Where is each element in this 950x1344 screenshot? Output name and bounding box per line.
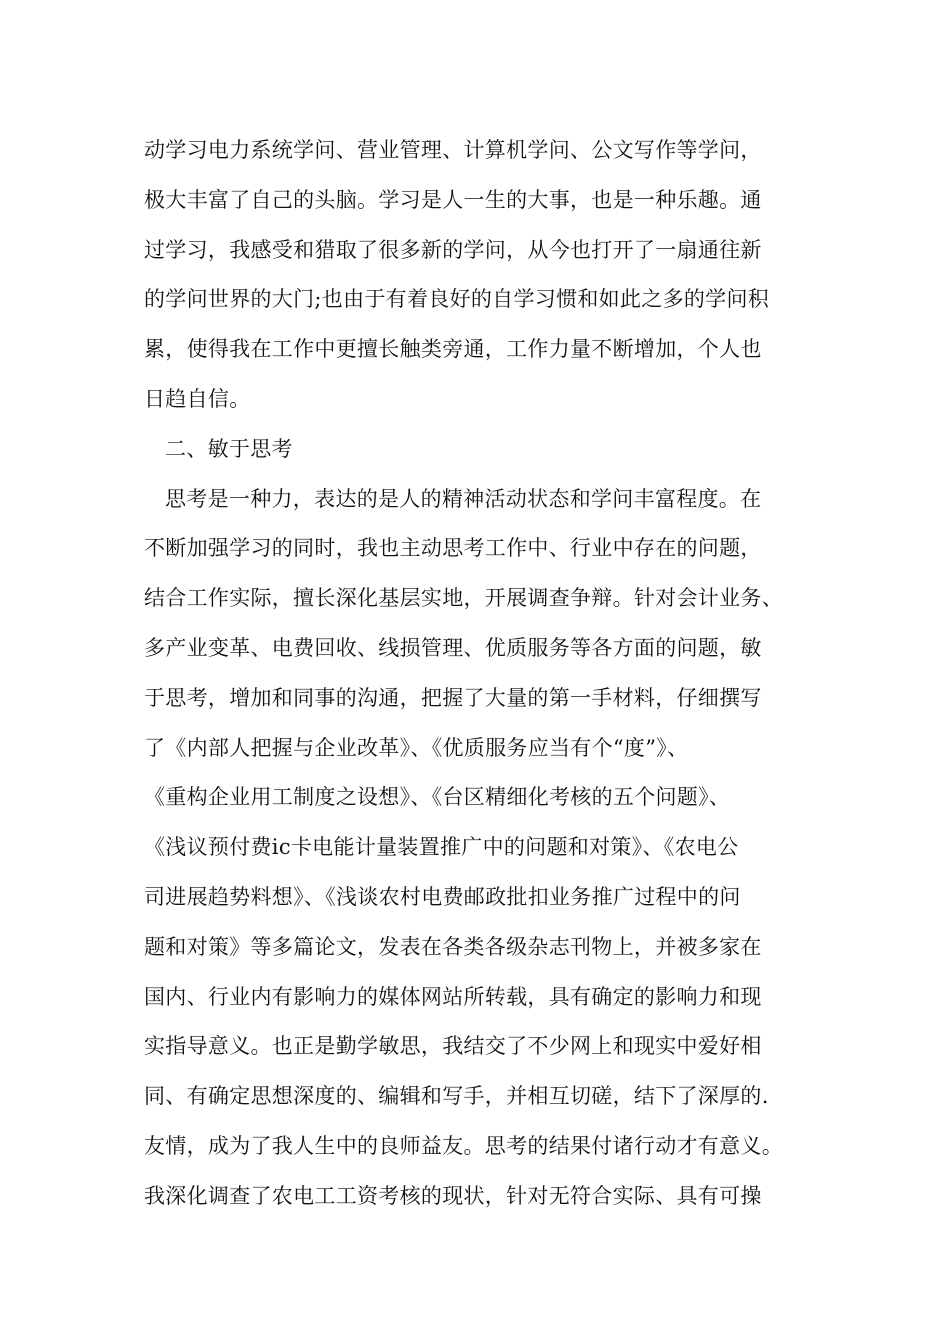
text-line: 多产业变革、电费回收、线损管理、优质服务等各方面的问题，敏 <box>144 635 762 660</box>
paragraph-first-line: 思考是一种力，表达的是人的精神活动状态和学问丰富程度。在 <box>165 486 762 511</box>
text-line: 结合工作实际，擅长深化基层实地，开展调查争辩。针对会计业务、 <box>144 586 783 611</box>
text-line: 了《内部人把握与企业改革》、《优质服务应当有个“度”》、 <box>144 735 689 760</box>
text-line: 过学习，我感受和猎取了很多新的学问，从今也打开了一扇通往新 <box>144 237 762 262</box>
text-line: 动学习电力系统学问、营业管理、计算机学问、公文写作等学问， <box>144 138 762 162</box>
text-line: 《浅议预付费ic卡电能计量装置推广中的问题和对策》、《农电公 <box>144 835 739 860</box>
text-line: 不断加强学习的同时，我也主动思考工作中、行业中存在的问题， <box>144 536 762 561</box>
text-line: 实指导意义。也正是勤学敏思，我结交了不少网上和现实中爱好相 <box>144 1034 762 1059</box>
section-heading: 二、敏于思考 <box>165 436 293 461</box>
text-line: 题和对策》等多篇论文，发表在各类各级杂志刊物上，并被多家在 <box>144 934 762 959</box>
body-text <box>144 126 834 1222</box>
text-line: 日趋自信。 <box>144 386 251 411</box>
text-line: 国内、行业内有影响力的媒体网站所转载，具有确定的影响力和现 <box>144 984 762 1009</box>
text-line: 的学问世界的大门;也由于有着良好的自学习惯和如此之多的学问积 <box>144 287 770 312</box>
text-line: 同、有确定思想深度的、编辑和写手，并相互切磋，结下了深厚的. <box>144 1084 769 1109</box>
text-line: 极大丰富了自己的头脑。学习是人一生的大事，也是一种乐趣。通 <box>144 187 762 212</box>
text-line: 友情，成为了我人生中的良师益友。思考的结果付诸行动才有意义。 <box>144 1133 783 1158</box>
text-line: 司进展趋势料想》、《浅谈农村电费邮政批扣业务推广过程中的问 <box>144 884 741 909</box>
text-line: 累，使得我在工作中更擅长触类旁通，工作力量不断增加，个人也 <box>144 337 762 362</box>
text-line: 于思考，增加和同事的沟通，把握了大量的第一手材料，仔细撰写 <box>144 685 762 710</box>
text-line: 我深化调查了农电工工资考核的现状，针对无符合实际、具有可操 <box>144 1183 762 1208</box>
text-line: 《重构企业用工制度之设想》、《台区精细化考核的五个问题》、 <box>144 785 731 810</box>
